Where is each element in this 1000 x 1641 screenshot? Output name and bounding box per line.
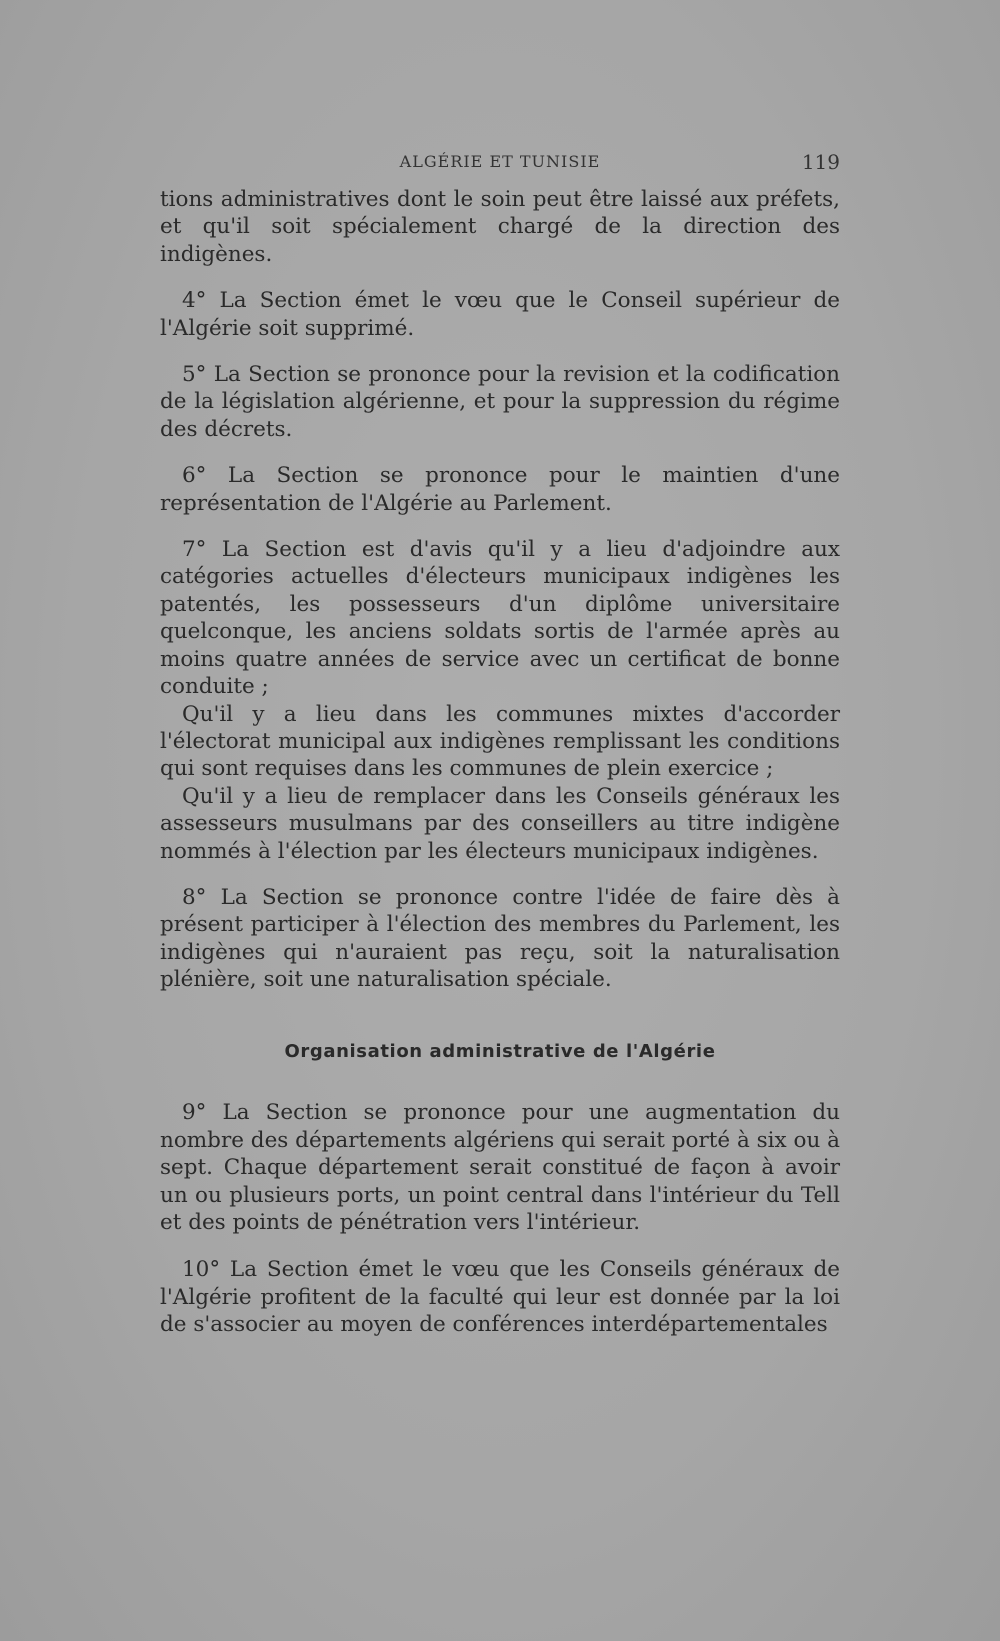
paragraph-7-second: Qu'il y a lieu dans les communes mixtes d'accorder l'électorat municipal aux indigènes remplissant les conditions qui sont requises dans les communes de plein exercice ;	[160, 701, 840, 782]
paragraph-7: 7° La Section est d'avis qu'il y a lieu d'adjoindre aux catégories actuelles d'électeurs municipaux indigènes les patentés, les possesseurs d'un diplôme universitaire quelconque, les anciens soldats sortis de l'armée après au moins quatre années de service avec un certificat de bonne conduite ;	[160, 537, 840, 700]
page-number: 119	[801, 150, 840, 174]
running-head	[160, 150, 840, 178]
paragraph-10: 10° La Section émet le vœu que les Conseils généraux de l'Algérie profitent de la faculté qui leur est donnée par la loi de s'associer au moyen de conférences interdépartementales	[160, 1256, 840, 1338]
body-text	[160, 186, 840, 1339]
paragraph-6: 6° La Section se prononce pour le maintien d'une représentation de l'Algérie au Parlement.	[160, 463, 840, 516]
running-title: ALGÉRIE ET TUNISIE	[399, 152, 601, 171]
paragraph-5: 5° La Section se prononce pour la revision et la codification de la législation algérienne, et pour la suppression du régime des décrets.	[160, 362, 840, 442]
paragraph-4: 4° La Section émet le vœu que le Conseil supérieur de l'Algérie soit supprimé.	[160, 288, 840, 341]
paragraph-continuation: tions administratives dont le soin peut être laissé aux préfets, et qu'il soit spécialement chargé de la direction des indigènes.	[160, 187, 840, 267]
paragraph-8: 8° La Section se prononce contre l'idée de faire dès à présent participer à l'élection des membres du Parlement, les indigènes qui n'auraient pas reçu, soit la naturalisation plénière, soit une naturalisation spéciale.	[160, 884, 840, 993]
paragraph-7-third: Qu'il y a lieu de remplacer dans les Conseils généraux les assesseurs musulmans par des conseillers au titre indigène nommés à l'élection par les électeurs municipaux indigènes.	[160, 783, 840, 864]
section-heading: Organisation administrative de l'Algérie	[284, 1040, 716, 1062]
paragraph-9: 9° La Section se prononce pour une augmentation du nombre des départements algériens qui serait porté à six ou à sept. Chaque département serait constitué de façon à avoir un ou plusieurs ports, un point central dans l'intérieur du Tell et des points de pénétration vers l'intérieur.	[160, 1099, 840, 1236]
